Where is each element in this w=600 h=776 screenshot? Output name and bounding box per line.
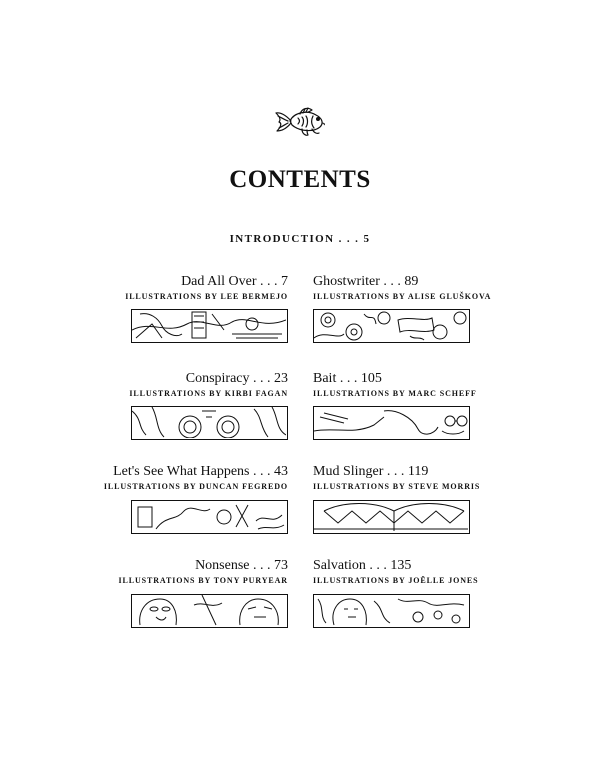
entry-title: Dad All Over . . . 7 xyxy=(181,274,288,289)
illustration-panel-conspiracy xyxy=(131,406,288,440)
introduction-dots: . . . xyxy=(338,233,360,245)
entry-title: Conspiracy . . . 23 xyxy=(185,371,288,386)
entry-credit: ILLUSTRATIONS BY JOËLLE JONES xyxy=(313,576,479,585)
illustration-panel-dad-all-over xyxy=(131,309,288,343)
introduction-page: 5 xyxy=(363,233,371,245)
toc-entry-salvation[interactable] xyxy=(313,558,513,586)
entry-credit: ILLUSTRATIONS BY MARC SCHEFF xyxy=(313,389,477,398)
entry-title: Let's See What Happens . . . 43 xyxy=(113,464,288,479)
toc-entry-mud-slinger[interactable] xyxy=(313,464,513,492)
entry-title: Salvation . . . 135 xyxy=(313,558,412,573)
page-title: CONTENTS xyxy=(229,166,371,193)
entry-title: Nonsense . . . 73 xyxy=(195,558,288,573)
entry-credit: ILLUSTRATIONS BY DUNCAN FEGREDO xyxy=(103,482,288,491)
toc-entry-dad-all-over[interactable] xyxy=(88,274,288,302)
toc-entry-ghostwriter[interactable] xyxy=(313,274,513,302)
entry-credit: ILLUSTRATIONS BY KIRBI FAGAN xyxy=(129,389,288,398)
entry-credit: ILLUSTRATIONS BY STEVE MORRIS xyxy=(313,482,481,491)
introduction-label: INTRODUCTION xyxy=(229,233,335,245)
entry-credit: ILLUSTRATIONS BY TONY PURYEAR xyxy=(118,576,288,585)
entry-title: Mud Slinger . . . 119 xyxy=(313,464,429,479)
illustration-panel-bait xyxy=(313,406,470,440)
toc-entry-conspiracy[interactable] xyxy=(88,371,288,399)
entry-title: Ghostwriter . . . 89 xyxy=(313,274,419,289)
toc-entry-lets-see-what-happens[interactable] xyxy=(88,464,288,492)
illustration-panel-lets-see-what-happens xyxy=(131,500,288,534)
entry-title: Bait . . . 105 xyxy=(313,371,382,386)
illustration-panel-salvation xyxy=(313,594,470,628)
illustration-panel-ghostwriter xyxy=(313,309,470,343)
introduction-entry[interactable] xyxy=(0,233,600,245)
entry-credit: ILLUSTRATIONS BY ALISE GLUŠKOVA xyxy=(313,292,492,301)
illustration-panel-nonsense xyxy=(131,594,288,628)
toc-entry-nonsense[interactable] xyxy=(88,558,288,586)
entry-credit: ILLUSTRATIONS BY LEE BERMEJO xyxy=(125,292,288,301)
toc-entry-bait[interactable] xyxy=(313,371,513,399)
goldfish-icon xyxy=(272,104,328,138)
illustration-panel-mud-slinger xyxy=(313,500,470,534)
